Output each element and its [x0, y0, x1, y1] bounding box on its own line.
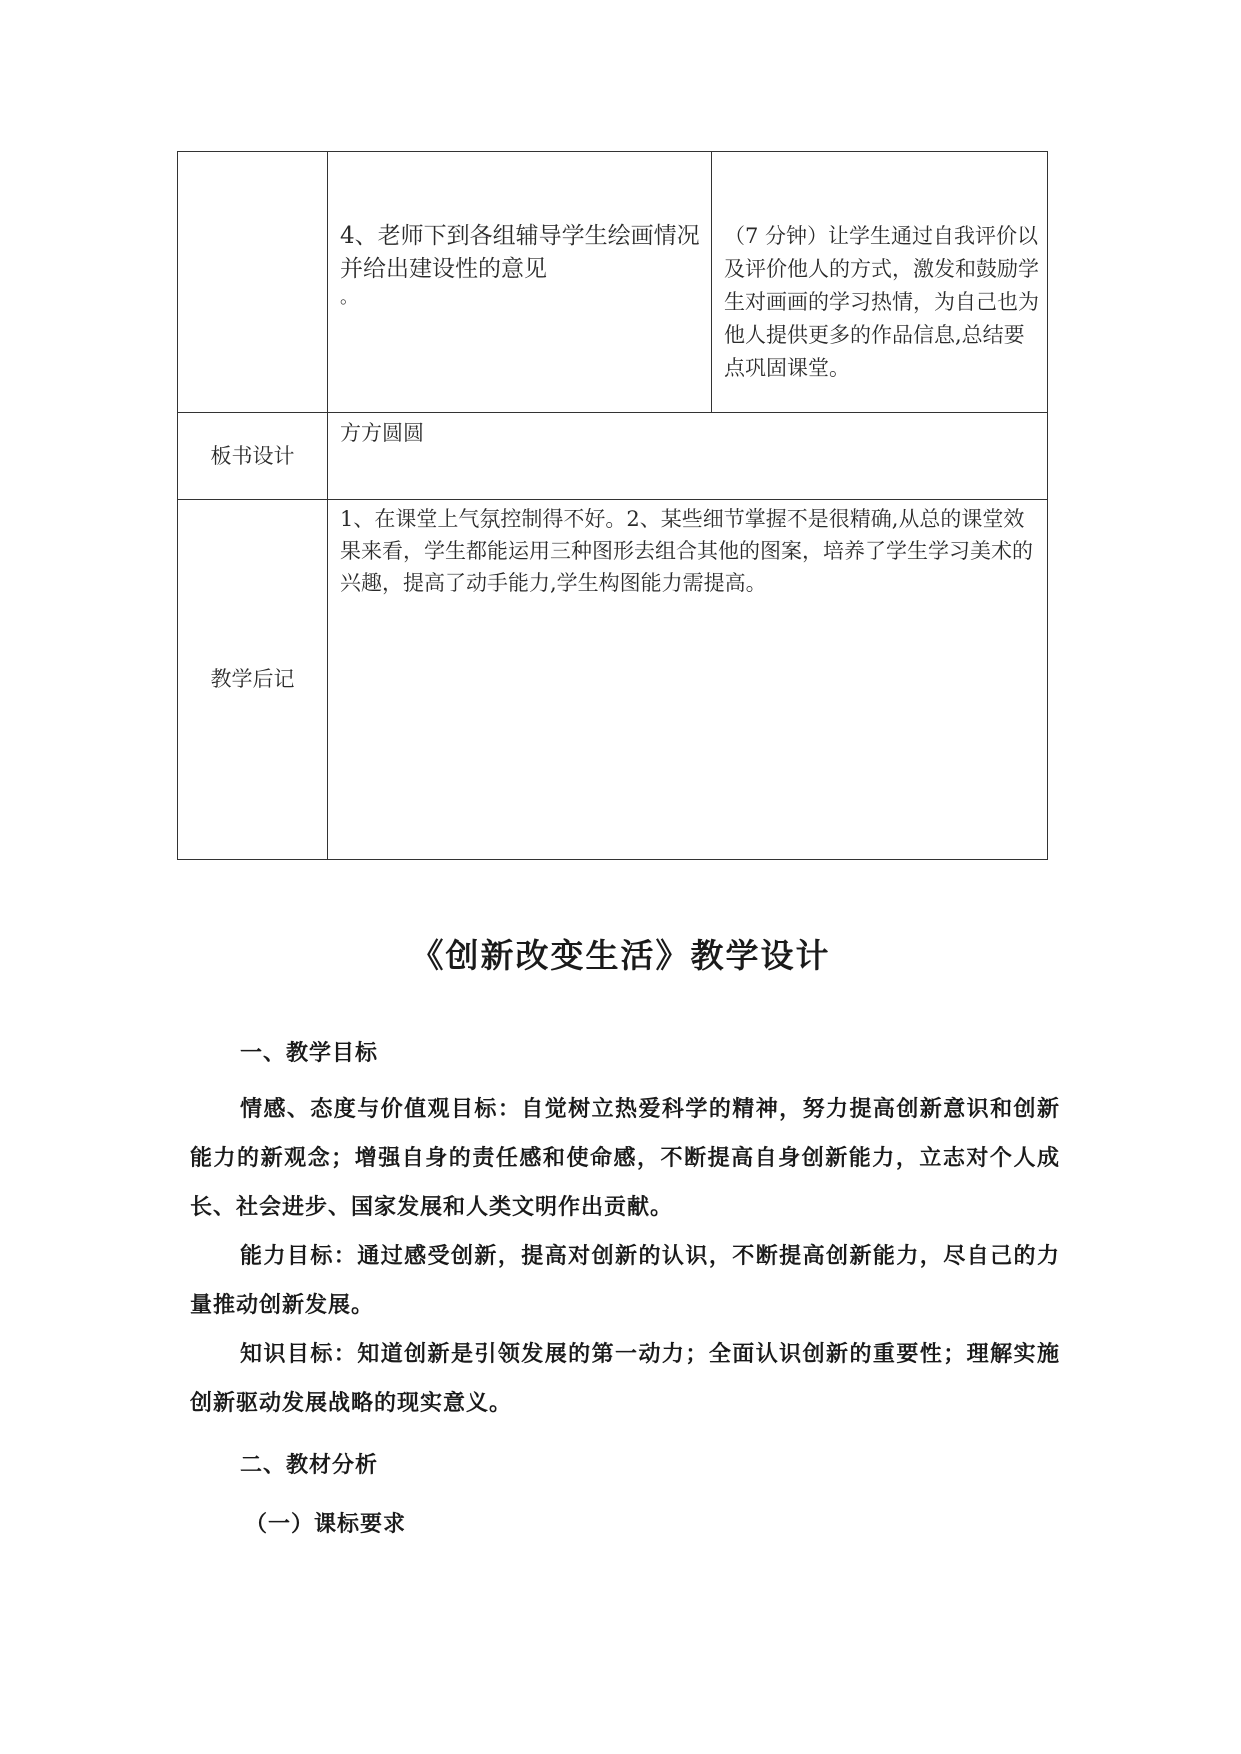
activity-dot: 。: [340, 287, 358, 308]
paragraph-knowledge-goals: 知识目标：知道创新是引领发展的第一动力；全面认识创新的重要性；理解实施创新驱动发展战略的现实意义。: [190, 1341, 1060, 1416]
section-heading-textbook-analysis: 二、教材分析: [240, 1452, 379, 1478]
postscript-label: 教学后记: [178, 500, 328, 860]
subsection-heading-standards: （一）课标要求: [245, 1511, 407, 1537]
activity-text: 4、老师下到各组辅导学生绘画情况并给出建设性的意见: [340, 223, 700, 282]
document-title: 《创新改变生活》教学设计: [410, 936, 831, 975]
activity-row-label: [178, 152, 328, 413]
lesson-table: [177, 151, 1048, 860]
table-row-board: [178, 413, 1048, 500]
board-design-label: 板书设计: [178, 413, 328, 500]
postscript-content: 1、在课堂上气氛控制得不好。2、某些细节掌握不是很精确,从总的课堂效果来看，学生都能运用三种图形去组合其他的图案，培养了学生学习美术的兴趣，提高了动手能力,学生构图能力需提高。: [328, 500, 1048, 860]
section-heading-objectives: 一、教学目标: [240, 1040, 379, 1066]
activity-note-cell: （7 分钟）让学生通过自我评价以及评价他人的方式，激发和鼓励学生对画画的学习热情，为自己也为他人提供更多的作品信息,总结要点巩固课堂。: [712, 152, 1048, 413]
paragraph-ability-goals: 能力目标：通过感受创新，提高对创新的认识，不断提高创新能力，尽自己的力量推动创新发展。: [190, 1243, 1060, 1318]
board-design-content: 方方圆圆: [328, 413, 1048, 500]
activity-cell: [328, 152, 712, 413]
table-row-activity: [178, 152, 1048, 413]
paragraph-emotion-goals: 情感、态度与价值观目标：自觉树立热爱科学的精神，努力提高创新意识和创新能力的新观念；增强自身的责任感和使命感，不断提高自身创新能力，立志对个人成长、社会进步、国家发展和人类文明作出贡献。: [190, 1096, 1060, 1220]
table-row-postscript: [178, 500, 1048, 860]
